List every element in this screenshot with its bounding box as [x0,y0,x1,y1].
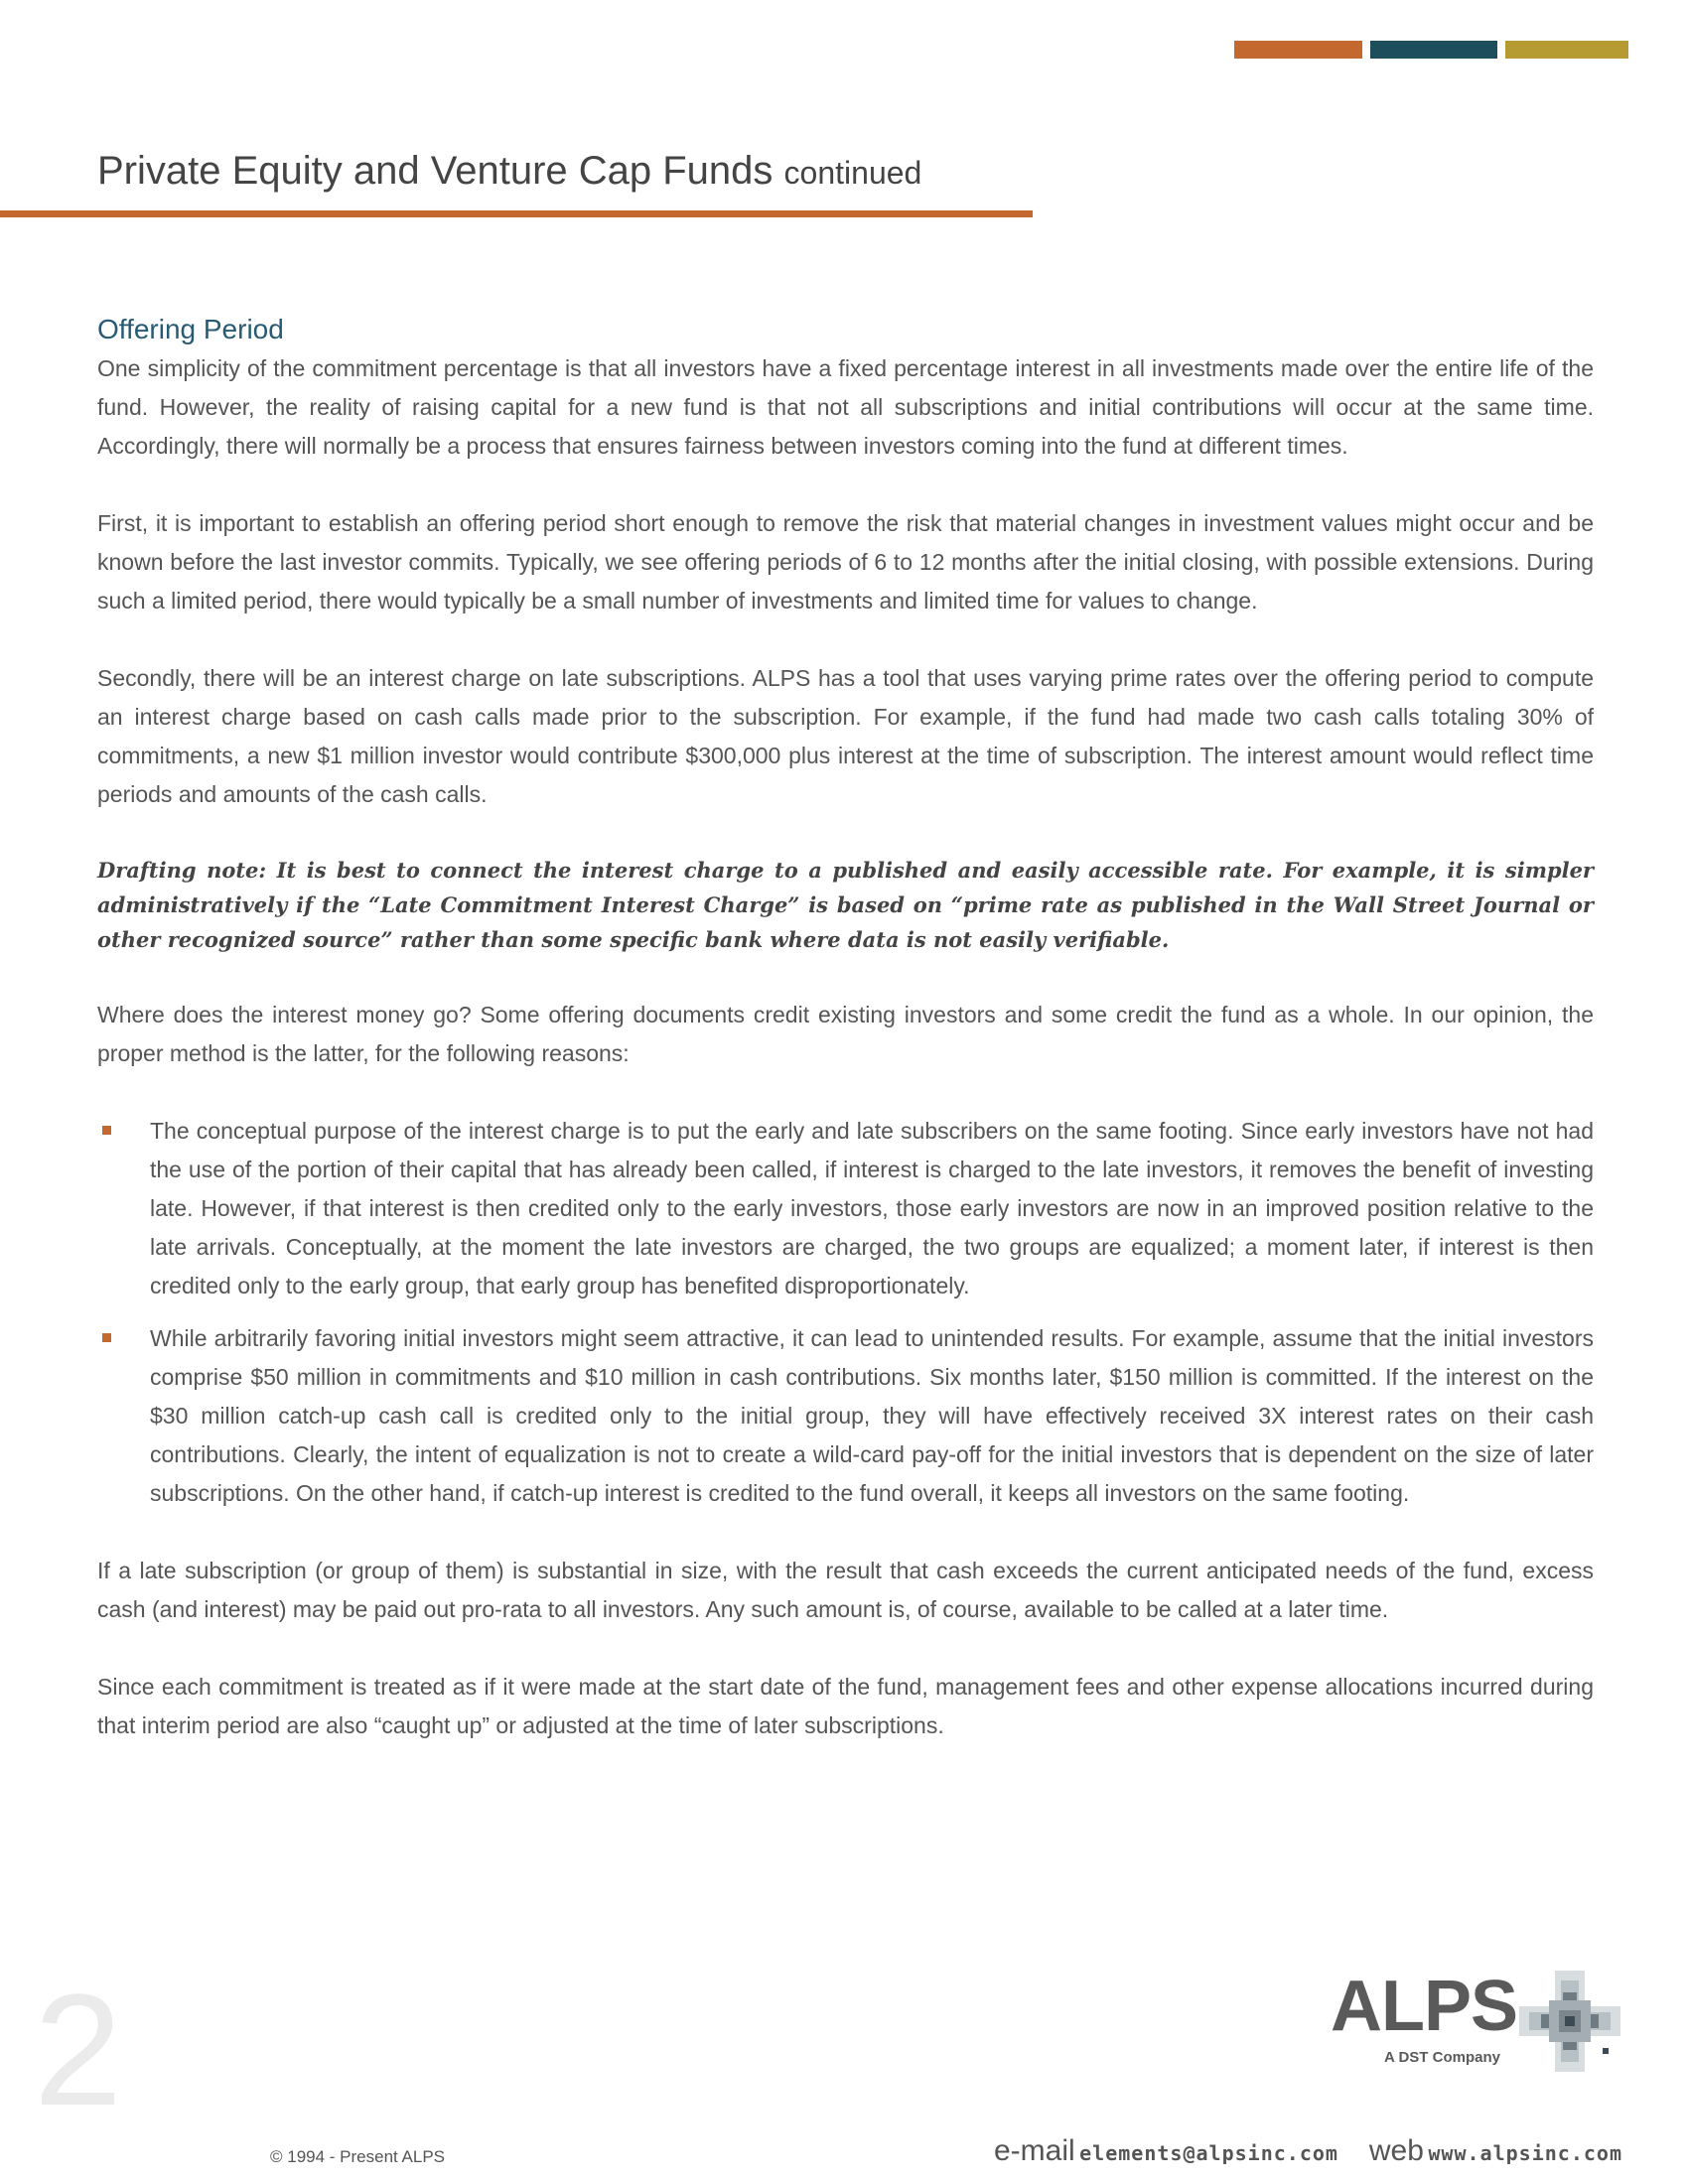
list-item [97,1112,1594,1305]
main-content [97,310,1594,1745]
list-item [97,1319,1594,1513]
teal-bar [1370,41,1497,59]
section-heading: Offering Period [97,314,284,344]
alps-logo [1331,1967,1628,2100]
copyright: © 1994 - Present ALPS [270,2147,446,2166]
contact-info [994,2134,1622,2168]
list-item-text: While arbitrarily favoring initial investors might seem attractive, it can lead to unintended results. For example, assume that the initial investors comprise $50 million in commitments and $10 million in cash contributions. Six months later, $150 million is committed. If the interest on the $30 million catch-up cash call is credited only to the initial group, they will have effectively received 3X interest rates on their cash contributions. Clearly, the intent of equalization is not to create a wild-card pay-off for the initial investors that is dependent on the size of later subscriptions. On the other hand, if catch-up interest is credited to the fund overall, it keeps all investors on the same footing. [150,1325,1594,1506]
olive-bar [1505,41,1628,59]
drafting-note: Drafting note: It is best to connect the interest charge to a published and easily accessible rate. For example, it is simpler administratively if the “Late Commitment Interest Charge” is based on “prime rate as published in the Wall Street Journal or other recognized source” rather than some specific bank where data is not easily verifiable. [97,858,1594,952]
reasons-list [97,1112,1594,1513]
page-number: 2 [34,1961,122,2138]
page-title-main: Private Equity and Venture Cap Funds [97,149,774,193]
orange-bar [1234,41,1362,59]
logo-wordmark: ALPS [1331,1967,1518,2046]
page-title [97,149,921,194]
paragraph-1: One simplicity of the commitment percentage is that all investors have a fixed percentage interest in all investments made over the entire life of the fund. However, the reality of raising capital for a new fund is that not all subscriptions and initial contributions will occur at the same time. Accordingly, there will normally be a process that ensures fairness between investors coming into the fund at different times. [97,355,1594,459]
web-label: web [1368,2134,1424,2167]
question-paragraph: Where does the interest money go? Some offering documents credit existing investors and some credit the fund as a whole. In our opinion, the proper method is the latter, for the following reasons: [97,1002,1594,1066]
paragraph-3: Secondly, there will be an interest charge on late subscriptions. ALPS has a tool that uses varying prime rates over the offering period to compute an interest charge based on cash calls made prior to the subscription. For example, if the fund had made two cash calls totaling 30% of commitments, a new $1 million investor would contribute $300,000 plus interest at the time of subscription. The interest amount would reflect time periods and amounts of the cash calls. [97,665,1594,807]
closing-paragraph-2: Since each commitment is treated as if it were made at the start date of the fund, management fees and other expense allocations incurred during that interim period are also “caught up” or adjusted at the time of later subscriptions. [97,1674,1594,1738]
paragraph-2: First, it is important to establish an offering period short enough to remove the risk that material changes in investment values might occur and be known before the last investor commits. Typically, we see offering periods of 6 to 12 months after the initial closing, with possible extensions. During such a limited period, there would typically be a small number of investments and limited time for values to change. [97,510,1594,614]
square-bullet-icon [102,1126,111,1135]
square-bullet-icon [102,1333,111,1342]
header-color-bars [1234,41,1628,59]
logo-tagline: A DST Company [1384,2049,1500,2066]
email-label: e-mail [994,2134,1075,2167]
web-link[interactable]: www.alpsinc.com [1428,2141,1622,2165]
title-rule [0,210,1033,217]
email-link[interactable]: elements@alpsinc.com [1079,2141,1338,2165]
list-item-text: The conceptual purpose of the interest charge is to put the early and late subscribers on the same footing. Since early investors have not had the use of the portion of their capital that has already been called, if interest is charged to the late investors, it removes the benefit of investing late. However, if that interest is then credited only to the early investors, those early investors are now in an improved position relative to the late arrivals. Conceptually, at the moment the late investors are charged, the two groups are equalized; a moment later, if interest is then credited only to the early group, that early group has benefited disproportionately. [150,1118,1594,1298]
alps-cross-icon [1519,1971,1620,2072]
closing-paragraph-1: If a late subscription (or group of them) is substantial in size, with the result that cash exceeds the current anticipated needs of the fund, excess cash (and interest) may be paid out pro-rata to all investors. Any such amount is, of course, available to be called at a later time. [97,1558,1594,1622]
page-title-suffix: continued [783,155,922,191]
